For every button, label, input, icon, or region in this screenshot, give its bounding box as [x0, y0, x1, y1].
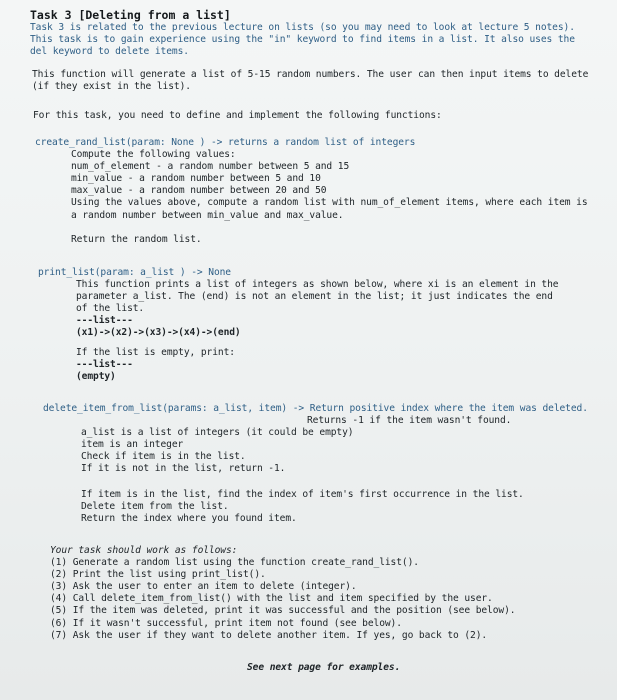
function-body-line: parameter a_list. The (end) is not an element in the list; it just indicates the end [76, 291, 553, 303]
function-signature: delete_item_from_list(params: a_list, item) -> Return positive index where the item was deleted. [43, 403, 588, 414]
function-body-line: item is an integer [81, 439, 184, 451]
description-line: (if they exist in the list). [32, 81, 191, 93]
task-header [30, 8, 617, 58]
function-body-line: of the list. [76, 303, 145, 315]
function-signature-cont: Returns -1 if the item wasn't found. [307, 415, 512, 427]
step-item: (6) If it wasn't successful, print item not found (see below). [50, 617, 402, 629]
function-signature: create_rand_list(param: None ) -> returns a random list of integers [35, 137, 416, 148]
function-body-line: Using the values above, compute a random list with num_of_element items, where each item is [71, 197, 588, 209]
step-item: (3) Ask the user to enter an item to delete (integer). [50, 581, 357, 593]
function-body-line: max_value - a random number between 20 and 50 [71, 185, 327, 197]
function-body-line: If item is in the list, find the index of item's first occurrence in the list. [81, 488, 524, 500]
example-output: ---list--- [76, 315, 133, 327]
instructions-text: For this task, you need to define and implement the following functions: [33, 110, 442, 121]
function-return: Return the random list. [71, 233, 202, 245]
intro-line: This task is to gain experience using the "in" keyword to find items in a list. It also uses the [30, 34, 575, 46]
function-body-line: This function prints a list of integers as shown below, where xi is an element in the [76, 279, 559, 291]
description-line: This function will generate a list of 5-15 random numbers. The user can then input items to delete [32, 69, 589, 80]
function-create-rand-list [35, 137, 617, 246]
step-item: (4) Call delete_item_from_list() with the list and item specified by the user. [50, 593, 493, 605]
function-body-line: min_value - a random number between 5 and 10 [71, 173, 321, 185]
footer-note: See next page for examples. [247, 662, 401, 673]
function-body-line: num_of_element - a random number between 5 and 15 [71, 161, 350, 173]
function-signature: print_list(param: a_list ) -> None [38, 267, 231, 278]
function-body-line: Compute the following values: [71, 149, 236, 161]
step-item: (7) Ask the user if they want to delete another item. If yes, go back to (2). [50, 629, 488, 641]
function-delete-item-from-list [43, 403, 617, 525]
step-item: (5) If the item was deleted, print it was successful and the position (see below). [50, 605, 516, 617]
function-body-line: a_list is a list of integers (it could be empty) [81, 427, 354, 439]
function-body-line: If it is not in the list, return -1. [81, 463, 286, 475]
empty-example: ---list--- [76, 358, 133, 370]
task-steps [50, 545, 617, 642]
function-body-line: Delete item from the list. [81, 500, 229, 512]
function-body-line: a random number between min_value and max_value. [71, 209, 344, 221]
empty-note: If the list is empty, print: [76, 346, 235, 358]
step-item: (1) Generate a random list using the function create_rand_list(). [50, 557, 419, 569]
function-body-line: Return the index where you found item. [81, 512, 297, 524]
task-title: Task 3 [Deleting from a list] [30, 8, 231, 22]
instructions [33, 110, 617, 122]
function-body-line: Check if item is in the list. [81, 451, 246, 463]
steps-heading: Your task should work as follows: [50, 545, 238, 556]
footer [247, 662, 617, 674]
function-print-list [38, 267, 617, 383]
empty-example: (empty) [76, 370, 116, 382]
description [32, 69, 617, 93]
intro-line: del keyword to delete items. [30, 46, 189, 58]
step-item: (2) Print the list using print_list(). [50, 569, 266, 581]
example-output: (x1)->(x2)->(x3)->(x4)->(end) [76, 327, 241, 339]
intro-line: Task 3 is related to the previous lecture on lists (so you may need to look at lecture 5 notes). [30, 22, 575, 33]
